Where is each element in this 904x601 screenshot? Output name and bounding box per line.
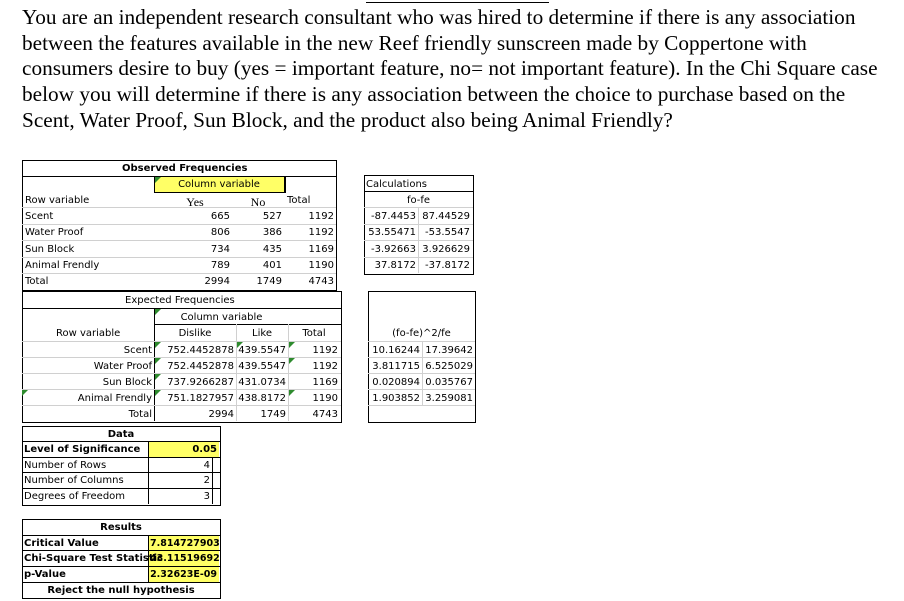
text-underline — [366, 2, 549, 3]
expected-cell: 752.4452878 — [167, 361, 234, 372]
calc-cell: 87.44529 — [422, 211, 470, 222]
calc-cell: -37.8172 — [425, 260, 470, 271]
observed-column-variable: Column variable — [178, 179, 260, 190]
expected-cell: 1749 — [260, 409, 286, 420]
calc-cell: 37.8172 — [374, 260, 416, 271]
observed-row-label: Animal Frendly — [25, 260, 100, 271]
expected-cell: 752.4452878 — [167, 345, 234, 356]
chi-term-cell: 10.16244 — [372, 345, 420, 356]
expected-cell: 737.9266287 — [167, 377, 234, 388]
results-label: p-Value — [24, 569, 66, 580]
expected-cell: 2994 — [208, 409, 234, 420]
results-conclusion: Reject the null hypothesis — [47, 585, 195, 596]
expected-cell: 438.8172 — [238, 393, 286, 404]
observed-title: Observed Frequencies — [122, 163, 248, 174]
observed-col-no: No — [250, 195, 266, 209]
expected-cell: 751.1827957 — [167, 393, 234, 404]
expected-row-label: Total — [128, 409, 152, 420]
results-label: Critical Value — [24, 538, 99, 549]
observed-cell: 665 — [210, 211, 230, 222]
results-label: Chi-Square Test Statistic — [24, 553, 163, 564]
observed-col-yes: Yes — [186, 195, 204, 209]
chi-term-cell: 0.020894 — [372, 377, 420, 388]
results-value: 43.11519692 — [150, 553, 220, 564]
data-label: Degrees of Freedom — [24, 491, 126, 502]
expected-cell: 431.0734 — [238, 377, 286, 388]
observed-col-total: Total — [287, 195, 311, 206]
observed-cell: 1749 — [256, 276, 282, 287]
chi-term-cell: 0.035767 — [425, 377, 473, 388]
observed-cell: 1190 — [308, 260, 334, 271]
observed-row-label: Water Proof — [25, 227, 84, 238]
chi-term-cell: 17.39642 — [425, 345, 473, 356]
data-value: 0.05 — [192, 444, 217, 455]
chi-term-cell: 6.525029 — [425, 361, 473, 372]
expected-row-variable: Row variable — [56, 328, 121, 339]
expected-cell: 439.5547 — [238, 361, 286, 372]
chi-terms-title: (fo-fe)^2/fe — [392, 328, 451, 339]
expected-title: Expected Frequencies — [125, 295, 235, 306]
expected-column-variable: Column variable — [180, 312, 263, 323]
observed-cell: 734 — [210, 244, 230, 255]
calc-cell: 3.926629 — [422, 244, 470, 255]
data-value: 4 — [203, 460, 210, 471]
chi-term-cell: 3.259081 — [425, 393, 473, 404]
results-value: 2.32623E-09 — [150, 569, 217, 580]
observed-cell: 435 — [262, 244, 282, 255]
expected-row-label: Sun Block — [102, 377, 152, 388]
observed-cell: 1169 — [308, 244, 334, 255]
observed-row-label: Scent — [25, 211, 54, 222]
expected-row-label: Water Proof — [93, 361, 152, 372]
observed-cell: 2994 — [204, 276, 230, 287]
observed-cell: 527 — [262, 211, 282, 222]
observed-cell: 806 — [210, 227, 230, 238]
observed-cell: 401 — [262, 260, 282, 271]
expected-cell: 1169 — [312, 377, 338, 388]
expected-row-label: Animal Frendly — [77, 393, 152, 404]
calc-cell: 53.55471 — [368, 227, 416, 238]
observed-cell: 386 — [262, 227, 282, 238]
results-value: 7.814727903 — [150, 538, 220, 549]
calculations-subtitle: fo-fe — [406, 195, 431, 206]
expected-col-total: Total — [302, 328, 326, 339]
expected-cell: 1192 — [312, 361, 338, 372]
observed-row-variable: Row variable — [25, 195, 90, 206]
observed-cell: 789 — [210, 260, 230, 271]
data-value: 3 — [203, 491, 210, 502]
results-title: Results — [100, 522, 142, 533]
data-label: Number of Rows — [24, 460, 107, 471]
expected-cell: 1192 — [312, 345, 338, 356]
observed-cell: 1192 — [308, 227, 334, 238]
data-title: Data — [107, 429, 135, 440]
calc-cell: -3.92663 — [371, 244, 416, 255]
observed-cell: 4743 — [308, 276, 334, 287]
expected-cell: 1190 — [312, 393, 338, 404]
chi-term-cell: 3.811715 — [372, 361, 420, 372]
data-label: Number of Columns — [24, 475, 124, 486]
expected-col-dislike: Dislike — [178, 328, 212, 339]
calc-cell: -87.4453 — [371, 211, 416, 222]
calc-cell: -53.5547 — [425, 227, 470, 238]
expected-cell: 439.5547 — [238, 345, 286, 356]
chi-term-cell: 1.903852 — [372, 393, 420, 404]
observed-cell: 1192 — [308, 211, 334, 222]
observed-row-label: Total — [25, 276, 49, 287]
expected-cell: 4743 — [312, 409, 338, 420]
expected-row-label: Scent — [123, 345, 152, 356]
data-value: 2 — [203, 475, 210, 486]
calculations-title: Calculations — [366, 179, 427, 190]
data-label: Level of Significance — [24, 444, 141, 455]
observed-row-label: Sun Block — [25, 244, 75, 255]
intro-paragraph: You are an independent research consultant who was hired to determine if there is any association between the features available in the new Reef friendly sunscreen made by Coppertone with consumers desire to buy (yes = important feature, no= not important feature). In the Chi Square case below you will determine if there is any association between the choice to purchase based on the Scent, Water Proof, Sun Block, and the product also being Animal Friendly? — [22, 5, 878, 132]
expected-col-like: Like — [252, 328, 272, 339]
